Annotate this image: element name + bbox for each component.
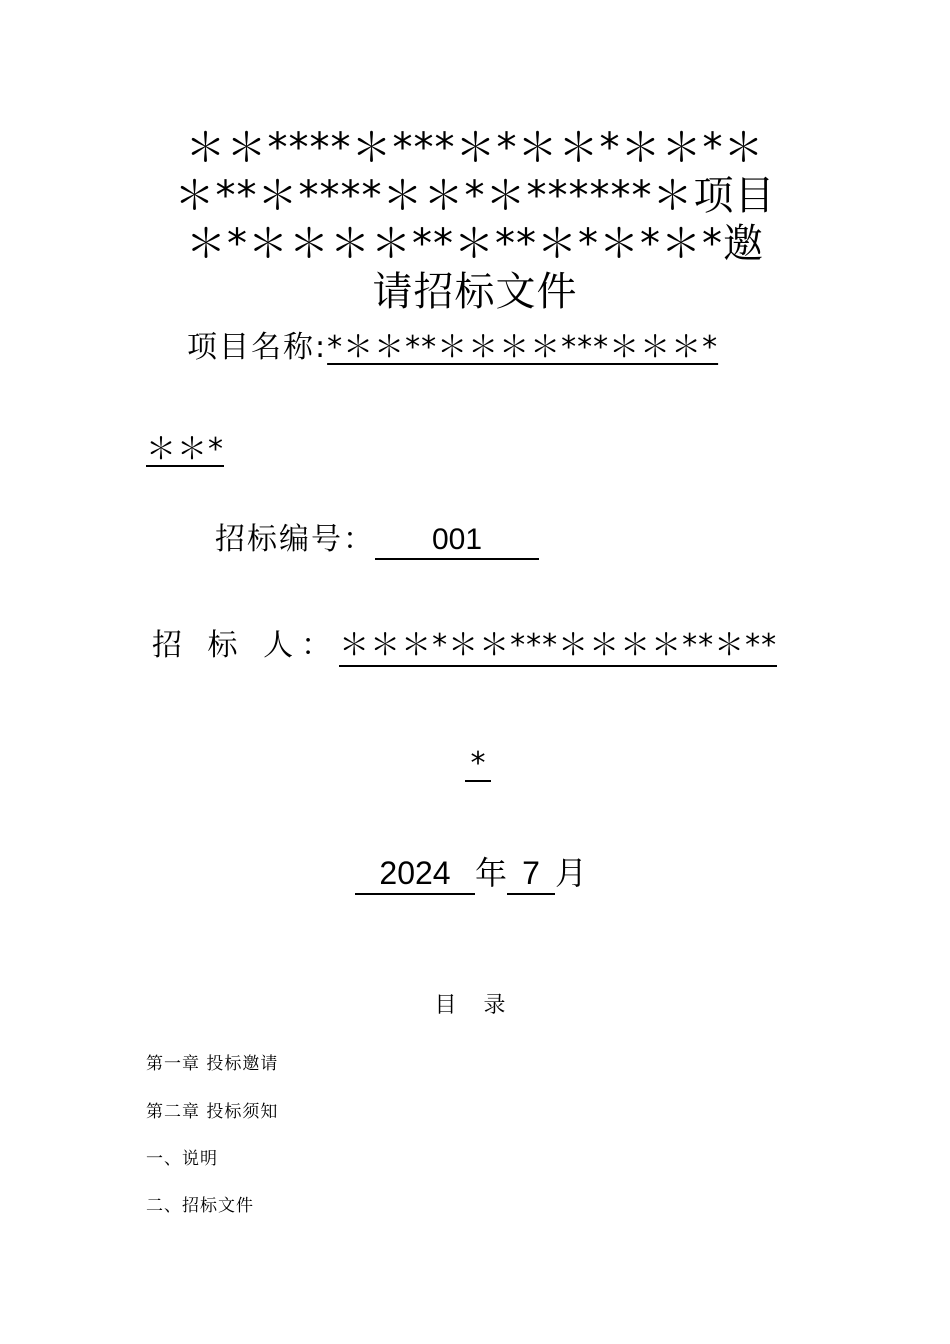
project-name-label: 项目名称: [187,330,328,365]
title-line: 请招标文件 [372,269,578,315]
toc-item[interactable]: 第一章 投标邀请 [146,1054,279,1074]
date-month: 7 [507,853,555,895]
date-month-unit: 月 [555,854,588,892]
document-title [150,124,800,316]
bidder-field [152,620,777,667]
title-line: ＊＊****＊***＊*＊＊*＊＊*＊ [185,125,765,171]
date-year-unit: 年 [475,854,508,892]
toc-title: 目 录 [434,993,516,1018]
date-year: 2024 [355,853,475,895]
bidder-value: ＊＊＊*＊＊***＊＊＊＊**＊** [339,627,777,667]
title-line: ＊**＊****＊＊*＊******＊项目 [174,173,776,219]
toc-item[interactable]: 二、招标文件 [146,1196,254,1216]
toc-item[interactable]: 第二章 投标须知 [146,1102,279,1122]
project-name-value-continued: ＊＊* [146,432,224,467]
bidder-label: 招 标 人： [152,628,340,663]
issue-date [355,848,587,895]
title-line: ＊*＊＊＊＊**＊**＊*＊*＊*邀 [186,221,764,267]
project-name-field [187,322,718,366]
project-name-value: *＊＊**＊＊＊＊***＊＊＊* [327,330,719,365]
bid-code-value: 001 [375,522,539,560]
bid-code-label: 招标编号： [215,522,375,557]
bidder-value-continued: * [465,748,491,782]
toc-item[interactable]: 一、说明 [146,1149,218,1169]
bid-code-field [215,514,539,560]
